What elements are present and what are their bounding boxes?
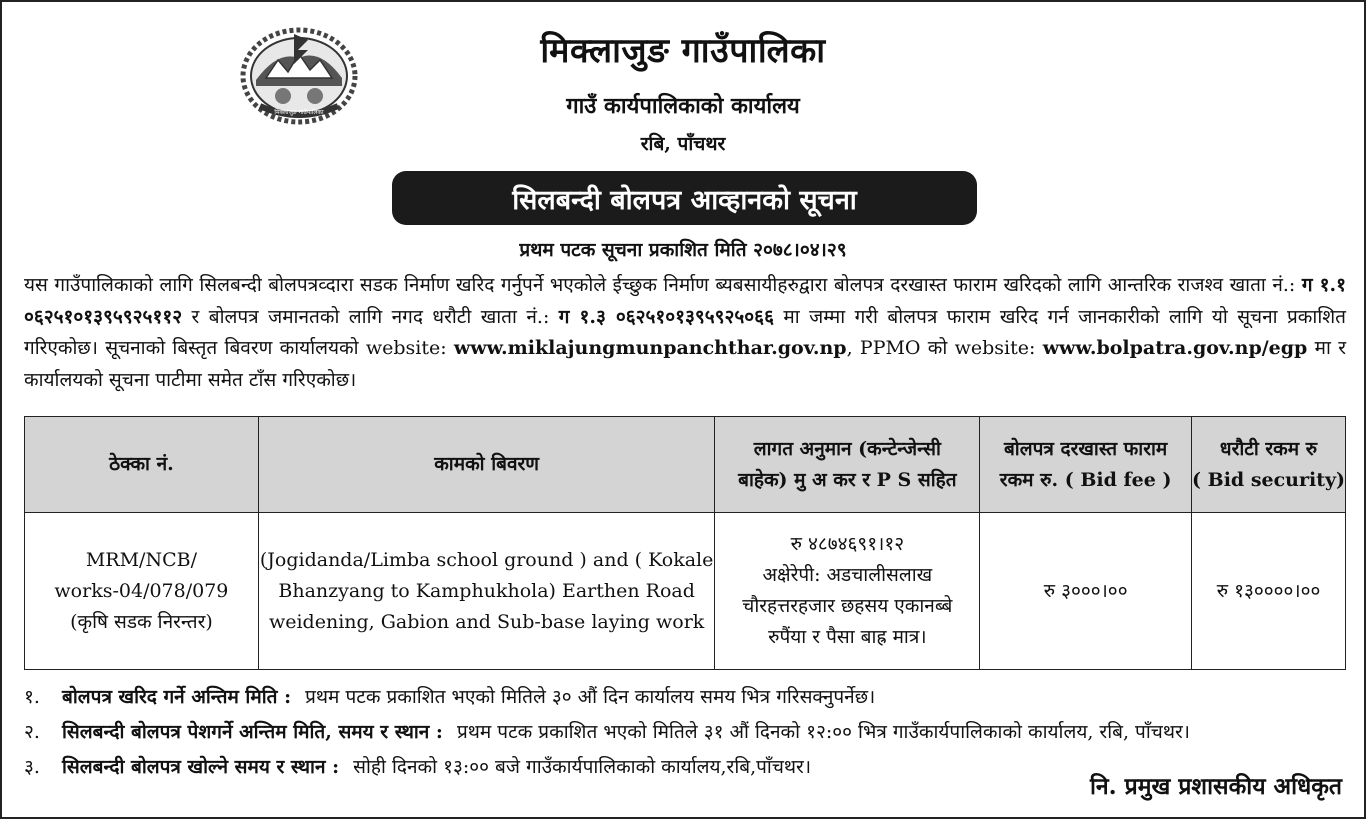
condition-number: ३. (24, 756, 40, 778)
tender-table (24, 416, 1346, 670)
ppmo-website-link[interactable]: www.bolpatra.gov.np/egp (1042, 337, 1308, 359)
condition-label: बोलपत्र खरिद गर्ने अन्तिम मिति : (62, 686, 292, 708)
header-contract-no: ठेक्का नं. (25, 417, 259, 513)
header-cost-estimate: लागत अनुमान (कन्टेन्जेन्सी बाहेक) मु अ कर र P S सहित (715, 417, 980, 513)
cell-bid-fee: रु ३०००।०० (980, 513, 1192, 670)
publish-date: प्रथम पटक सूचना प्रकाशित मिति २०७८।०४।२९ (519, 239, 847, 261)
municipality-name: मिक्लाजुङ गाउँपालिका (540, 31, 826, 71)
header-bid-security: धरौटी रकम रु ( Bid security) (1192, 417, 1346, 513)
header-description: कामको बिवरण (258, 417, 715, 513)
office-name: गाउँ कार्यपालिकाको कार्यालय (566, 93, 800, 119)
condition-text: सोही दिनको १३:०० बजे गाउँकार्यपालिकाको कार्यालय,रबि,पाँचथर। (353, 756, 812, 778)
deposit-account-number: ग १.३ ०६२५१०१३९५९२५०६६ (558, 305, 774, 328)
intro-text-2: र बोलपत्र जमानतको लागि नगद धरौटी खाता नं.: (182, 305, 559, 328)
intro-text-5: मा र कार्यालयको सूचना पाटीमा समेत टाँस गरिएकोछ। (24, 337, 1346, 391)
revenue-account-number: ग १.१ ०६२५१०१३९५९२५११२ (24, 274, 1346, 328)
condition-number: १. (24, 686, 40, 708)
cell-bid-security: रु १३००००।०० (1192, 513, 1346, 670)
cell-description: (Jogidanda/Limba school ground ) and ( Kokale Bhanzyang to Kamphukhola) Earthen Road weidening, Gabion and Sub-base laying work (258, 513, 715, 670)
office-website-link[interactable]: www.miklajungmunpanchthar.gov.np (453, 337, 847, 359)
notice-title-banner (392, 171, 977, 225)
cell-cost-estimate: रु ४८७४६९१।१२ अक्षेरेपी: अडचालीसलाख चौरहत्तरहजार छहसय एकानब्बे रुपैंया र पैसा बाह्र मात्र। (715, 513, 980, 670)
notice-title: सिलबन्दी बोलपत्र आव्हानको सूचना (512, 184, 857, 216)
intro-paragraph (24, 270, 1346, 396)
condition-item (24, 680, 1346, 715)
intro-text-4: , PPMO को website: (846, 337, 1043, 359)
signatory: नि. प्रमुख प्रशासकीय अधिकृत (1089, 773, 1342, 800)
condition-label: सिलबन्दी बोलपत्र पेशगर्ने अन्तिम मिति, समय र स्थान : (62, 721, 443, 743)
intro-text-1: यस गाउँपालिकाको लागि सिलबन्दी बोलपत्रव्दारा सडक निर्माण खरिद गर्नुपर्ने भएकोले ईच्छुक निर्माण ब्यबसायीहरुद्वारा बोलपत्र दरखास्त फाराम खरिदको लागि आन्तरिक राजश्व खाता नं.: (24, 274, 1302, 296)
emblem-caption: मिक्लाजुङ गाउँपालिका (274, 109, 324, 116)
condition-number: २. (24, 721, 40, 743)
table-header-row (25, 417, 1346, 513)
condition-text: प्रथम पटक प्रकाशित भएको मितिले ३१ औं दिनको १२:०० भित्र गाउँकार्यपालिकाको कार्यालय, रबि, पाँचथर। (456, 721, 1190, 743)
cell-contract-no: MRM/NCB/ works-04/078/079 (कृषि सडक निरन्तर) (25, 513, 259, 670)
table-row (25, 513, 1346, 670)
intro-text-3: मा जम्मा गरी बोलपत्र फाराम खरिद गर्न जानकारीको लागि यो सूचना प्रकाशित गरिएकोछ। सूचनाको बिस्तृत बिवरण कार्यालयको website: (24, 305, 1346, 359)
condition-item (24, 715, 1346, 750)
office-location: रबि, पाँचथर (640, 133, 726, 155)
condition-text: प्रथम पटक प्रकाशित भएको मितिले ३० औं दिन कार्यालय समय भित्र गरिसक्नुपर्नेछ। (305, 686, 876, 708)
header-bid-fee: बोलपत्र दरखास्त फाराम रकम रु. ( Bid fee ) (980, 417, 1192, 513)
condition-label: सिलबन्दी बोलपत्र खोल्ने समय र स्थान : (62, 756, 340, 778)
